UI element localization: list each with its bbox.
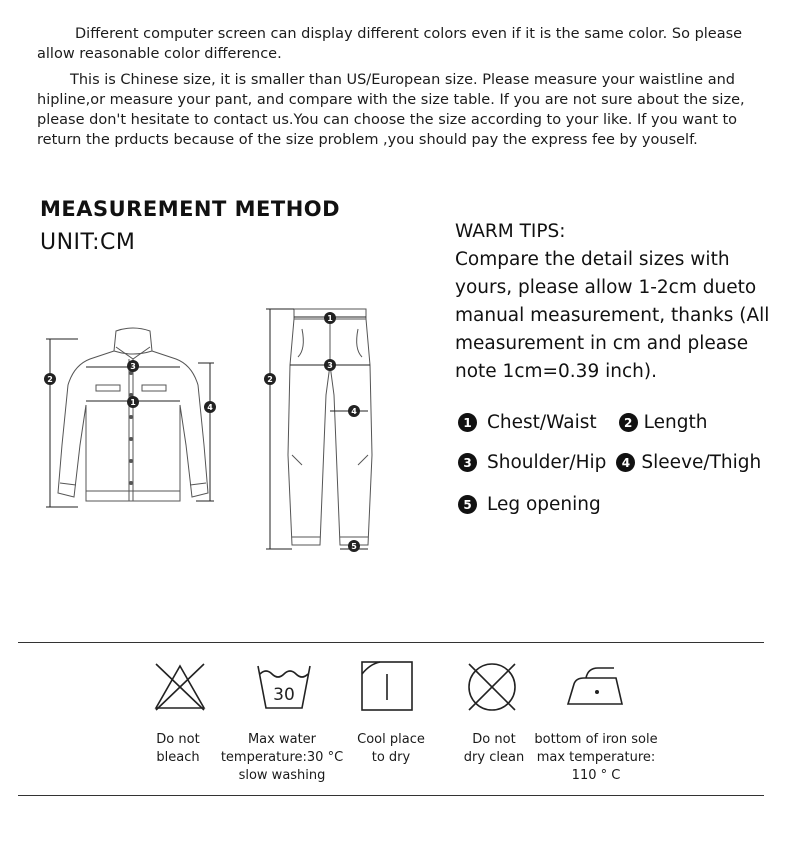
legend-row-2 bbox=[458, 452, 761, 473]
line-dry-icon bbox=[360, 660, 414, 712]
care-label-bleach: Do not bleach bbox=[156, 732, 200, 765]
do-not-bleach-icon bbox=[152, 660, 208, 712]
care-top-divider bbox=[18, 642, 764, 643]
pants-marker-4: 4 bbox=[351, 407, 357, 416]
wash-30-icon bbox=[256, 660, 312, 712]
jacket-marker-3: 3 bbox=[130, 362, 136, 371]
care-label-dry: Cool place to dry bbox=[357, 732, 425, 765]
care-label-dry-clean: Do not dry clean bbox=[463, 732, 525, 765]
warm-tips-body: Compare the detail sizes with yours, please allow 1-2cm dueto manual measurement, thanks (All measurement in cm and please note 1cm=0.39 inch). bbox=[455, 249, 770, 382]
wash-temperature-number: 30 bbox=[273, 685, 295, 705]
jacket-marker-4: 4 bbox=[207, 403, 213, 412]
legend-label: Leg opening bbox=[487, 494, 601, 515]
legend-item-leg-opening bbox=[458, 494, 601, 515]
legend-row-1 bbox=[458, 412, 707, 433]
care-label-iron: bottom of iron sole max temperature: 110 ° C bbox=[534, 732, 658, 783]
unit-label: UNIT:CM bbox=[40, 230, 136, 255]
legend-label: Sleeve/Thigh bbox=[641, 452, 762, 473]
care-bottom-divider bbox=[18, 795, 764, 796]
legend-label: Shoulder/Hip bbox=[487, 452, 607, 473]
warm-tips bbox=[455, 218, 775, 386]
pants-marker-1: 1 bbox=[327, 314, 333, 323]
legend-number: 5 bbox=[458, 495, 477, 514]
do-not-dry-clean-icon bbox=[465, 660, 519, 714]
size-notice: This is Chinese size, it is smaller than US/European size. Please measure your waistline and hipline,or measure your pant, and compare with the size table. If you are not sure about the size, please don't hesitate to contact us.You can choose the size according to your like. If you want to return the prducts because of the size problem ,you should pay the express fee by youself. bbox=[37, 72, 745, 148]
legend-label: Length bbox=[643, 412, 708, 433]
measurement-heading: MEASUREMENT METHOD bbox=[40, 197, 341, 221]
jacket-marker-2: 2 bbox=[47, 375, 53, 384]
legend-label: Chest/Waist bbox=[487, 412, 597, 433]
jacket-marker-1: 1 bbox=[130, 398, 136, 407]
pants-marker-3: 3 bbox=[327, 361, 333, 370]
legend-item-length bbox=[619, 412, 708, 433]
jacket-diagram bbox=[38, 325, 228, 515]
legend-item-sleeve-thigh bbox=[616, 452, 761, 473]
legend-number: 2 bbox=[619, 413, 638, 432]
iron-low-icon bbox=[566, 666, 624, 708]
legend-item-shoulder-hip bbox=[458, 452, 606, 473]
care-label-wash: Max water temperature:30 °C slow washing bbox=[220, 732, 344, 783]
legend-row-3 bbox=[458, 494, 601, 515]
legend-number: 4 bbox=[616, 453, 635, 472]
legend-number: 3 bbox=[458, 453, 477, 472]
legend-number: 1 bbox=[458, 413, 477, 432]
legend-item-chest-waist bbox=[458, 412, 597, 433]
pants-marker-5: 5 bbox=[351, 542, 357, 551]
pants-marker-2: 2 bbox=[267, 375, 273, 384]
color-notice: Different computer screen can display different colors even if it is the same color. So please allow reasonable color difference. bbox=[37, 26, 743, 62]
warm-tips-title: WARM TIPS: bbox=[455, 221, 566, 242]
pants-diagram bbox=[258, 305, 388, 555]
